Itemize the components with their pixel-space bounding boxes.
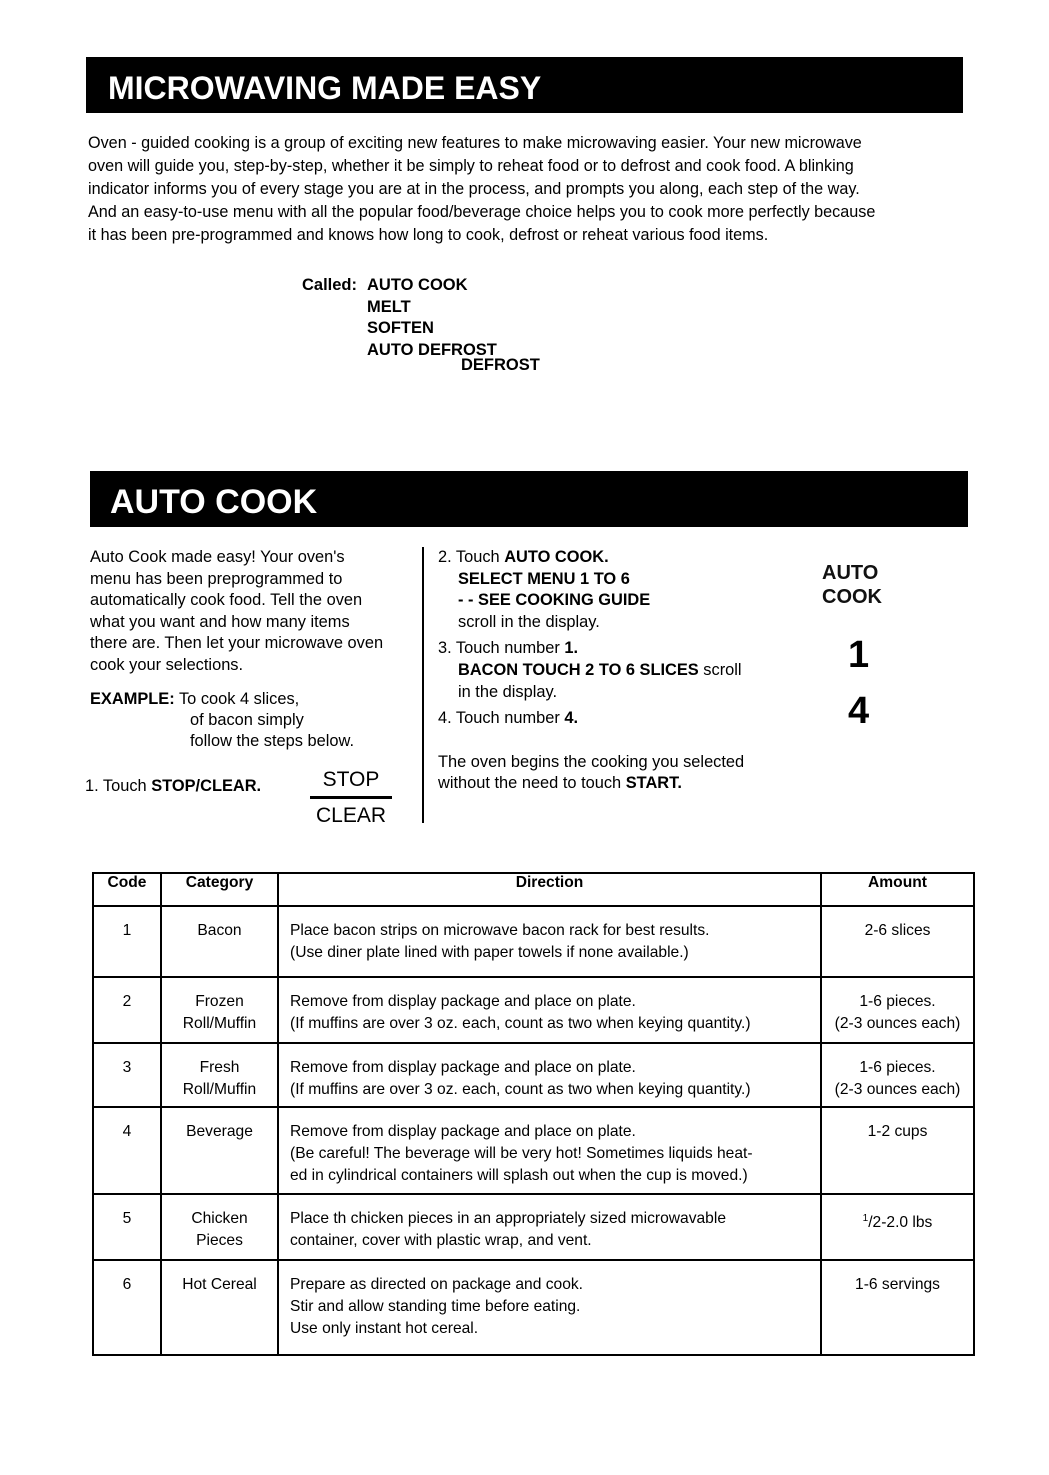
number-key-1: 1 — [848, 634, 870, 676]
amount-cell — [821, 906, 974, 977]
auto-cook-steps — [438, 547, 744, 795]
code-cell: 4 — [93, 1107, 161, 1194]
table-row — [93, 1043, 974, 1107]
direction-cell — [278, 906, 821, 977]
called-label: Called: — [302, 276, 358, 294]
description-line: Auto Cook made easy! Your oven's — [90, 548, 345, 566]
amount-line: (2-3 ounces each) — [834, 1081, 961, 1098]
category-line: Bacon — [197, 922, 242, 939]
header-code: Code — [93, 873, 161, 906]
category-line: Hot Cereal — [182, 1276, 257, 1293]
example-label: EXAMPLE: — [90, 690, 175, 708]
start-key: START. — [625, 774, 682, 793]
category-line: Chicken — [191, 1210, 248, 1227]
category-cell — [161, 1107, 278, 1194]
direction-line: container, cover with plastic wrap, and vent. — [290, 1232, 592, 1249]
step-3-bacon-touch: BACON TOUCH 2 TO 6 SLICES — [458, 660, 699, 679]
auto-cook-description — [90, 547, 420, 677]
closing-line: The oven begins the cooking you selected — [438, 752, 745, 771]
amount-cell — [821, 1043, 974, 1107]
step-2-key: AUTO COOK. — [504, 548, 609, 566]
direction-cell — [278, 1107, 821, 1194]
code-cell: 1 — [93, 906, 161, 977]
step-4-key: 4. — [564, 709, 579, 728]
header-amount: Amount — [821, 873, 974, 906]
section-title-auto-cook: AUTO COOK — [90, 471, 968, 527]
intro-paragraph — [88, 132, 973, 247]
direction-line: Remove from display package and place on plate. — [290, 1059, 636, 1076]
cook-label: COOK — [822, 586, 882, 608]
description-line: cook your selections. — [90, 655, 244, 674]
step-2-prefix: 2. Touch — [438, 548, 505, 566]
header-category: Category — [161, 873, 278, 906]
code-cell: 2 — [93, 977, 161, 1043]
direction-line: (If muffins are over 3 oz. each, count as two when keying quantity.) — [290, 1015, 751, 1032]
step-1-prefix: 1. Touch — [85, 777, 152, 795]
amount-line: (2-3 ounces each) — [834, 1015, 961, 1032]
feature-soften: SOFTEN — [367, 319, 434, 337]
code-cell: 3 — [93, 1043, 161, 1107]
amount-fraction-numerator: 1 — [862, 1213, 869, 1224]
category-cell — [161, 977, 278, 1043]
step-1-key: STOP/CLEAR. — [151, 777, 262, 795]
example-line: of bacon simply — [190, 711, 304, 729]
category-cell — [161, 1260, 278, 1355]
category-line: Beverage — [186, 1123, 253, 1140]
direction-line: (Use diner plate lined with paper towels if none available.) — [290, 944, 689, 961]
direction-line: Place th chicken pieces in an appropriately sized microwavable — [290, 1210, 726, 1227]
example-line: To cook 4 slices, — [178, 690, 300, 708]
direction-cell — [278, 977, 821, 1043]
direction-line: Place bacon strips on microwave bacon rack for best results. — [290, 922, 710, 939]
category-line: Pieces — [196, 1232, 243, 1249]
category-line: Frozen — [195, 993, 244, 1010]
code-cell: 6 — [93, 1260, 161, 1355]
example-block — [90, 689, 354, 752]
amount-line — [823, 1208, 972, 1234]
category-cell — [161, 906, 278, 977]
key-divider — [310, 796, 392, 799]
direction-line: Prepare as directed on package and cook. — [290, 1276, 584, 1293]
feature-defrost: DEFROST — [461, 356, 540, 374]
step-1 — [85, 777, 261, 796]
number-key-4: 4 — [848, 690, 870, 732]
description-line: menu has been preprogrammed to — [90, 569, 343, 588]
stop-label: STOP — [322, 768, 380, 791]
step-2-see-guide: - - SEE COOKING GUIDE — [458, 591, 651, 610]
direction-line: Use only instant hot cereal. — [290, 1320, 479, 1337]
table-row — [93, 977, 974, 1043]
amount-rest: /2-2.0 lbs — [868, 1214, 933, 1232]
amount-cell — [821, 1260, 974, 1355]
table-row — [93, 1107, 974, 1194]
feature-melt: MELT — [367, 297, 411, 316]
step-4 — [438, 708, 744, 730]
cooking-guide-table — [92, 872, 975, 1356]
intro-line: indicator informs you of every stage you are at in the process, and prompts you along, each step of the way. — [88, 180, 860, 198]
category-line: Roll/Muffin — [182, 1015, 257, 1032]
table-row — [93, 906, 974, 977]
table-row — [93, 1260, 974, 1355]
direction-line: (Be careful! The beverage will be very hot! Sometimes liquids heat- — [290, 1145, 753, 1162]
amount-cell — [821, 1107, 974, 1194]
description-line: automatically cook food. Tell the oven — [90, 591, 363, 610]
step-3-display: in the display. — [458, 682, 558, 701]
step-3-key: 1. — [564, 639, 579, 658]
auto-label: AUTO — [822, 562, 879, 584]
direction-cell — [278, 1260, 821, 1355]
description-line: there are. Then let your microwave oven — [90, 634, 384, 653]
table-header-row — [93, 873, 974, 906]
step-3 — [438, 638, 744, 660]
step-3-prefix: 3. Touch number — [438, 639, 565, 658]
intro-line: Oven - guided cooking is a group of exciting new features to make microwaving easier. Your new microwave — [88, 134, 862, 152]
direction-line: Remove from display package and place on plate. — [290, 993, 636, 1010]
direction-cell — [278, 1194, 821, 1260]
feature-auto-cook: AUTO COOK — [367, 276, 468, 294]
step-2-scroll: scroll in the display. — [458, 612, 600, 631]
amount-cell — [821, 1194, 974, 1260]
amount-cell — [821, 977, 974, 1043]
direction-line: (If muffins are over 3 oz. each, count as two when keying quantity.) — [290, 1081, 751, 1098]
category-cell — [161, 1194, 278, 1260]
auto-cook-key — [822, 561, 882, 609]
intro-line: And an easy-to-use menu with all the popular food/beverage choice helps you to cook more perfectly because — [88, 203, 876, 221]
step-2 — [438, 547, 744, 569]
direction-cell — [278, 1043, 821, 1107]
description-line: what you want and how many items — [90, 612, 350, 631]
category-line: Roll/Muffin — [182, 1081, 257, 1098]
step-2-select-menu: SELECT MENU 1 TO 6 — [458, 569, 630, 588]
amount-line: 1-6 pieces. — [859, 1059, 936, 1076]
amount-line: 1-2 cups — [867, 1123, 928, 1140]
step-3-scroll: scroll — [698, 660, 742, 679]
closing-line-2 — [438, 773, 744, 795]
direction-line: ed in cylindrical containers will splash out when the cup is moved.) — [290, 1167, 748, 1184]
column-divider — [422, 547, 424, 823]
code-cell: 5 — [93, 1194, 161, 1260]
closing-prefix: without the need to touch — [438, 774, 626, 793]
amount-line: 1-6 servings — [855, 1276, 940, 1293]
category-cell — [161, 1043, 278, 1107]
clear-label: CLEAR — [315, 804, 387, 827]
direction-line: Remove from display package and place on plate. — [290, 1123, 636, 1140]
amount-line: 1-6 pieces. — [859, 993, 936, 1010]
amount-line: 2-6 slices — [864, 922, 931, 939]
called-features-list — [302, 275, 540, 377]
direction-line: Stir and allow standing time before eating. — [290, 1298, 581, 1315]
section-title-microwaving-made-easy: MICROWAVING MADE EASY — [86, 57, 963, 113]
feature-auto-defrost: AUTO DEFROST — [367, 340, 497, 359]
stop-clear-key — [310, 767, 392, 829]
header-direction: Direction — [278, 873, 821, 906]
category-line: Fresh — [199, 1059, 240, 1076]
table-row — [93, 1194, 974, 1260]
intro-line: it has been pre-programmed and knows how long to cook, defrost or reheat various food items. — [88, 226, 769, 244]
intro-line: oven will guide you, step-by-step, whether it be simply to reheat food or to defrost and cook food. A blinking — [88, 157, 854, 175]
example-line: follow the steps below. — [190, 732, 355, 750]
step-4-prefix: 4. Touch number — [438, 709, 565, 728]
